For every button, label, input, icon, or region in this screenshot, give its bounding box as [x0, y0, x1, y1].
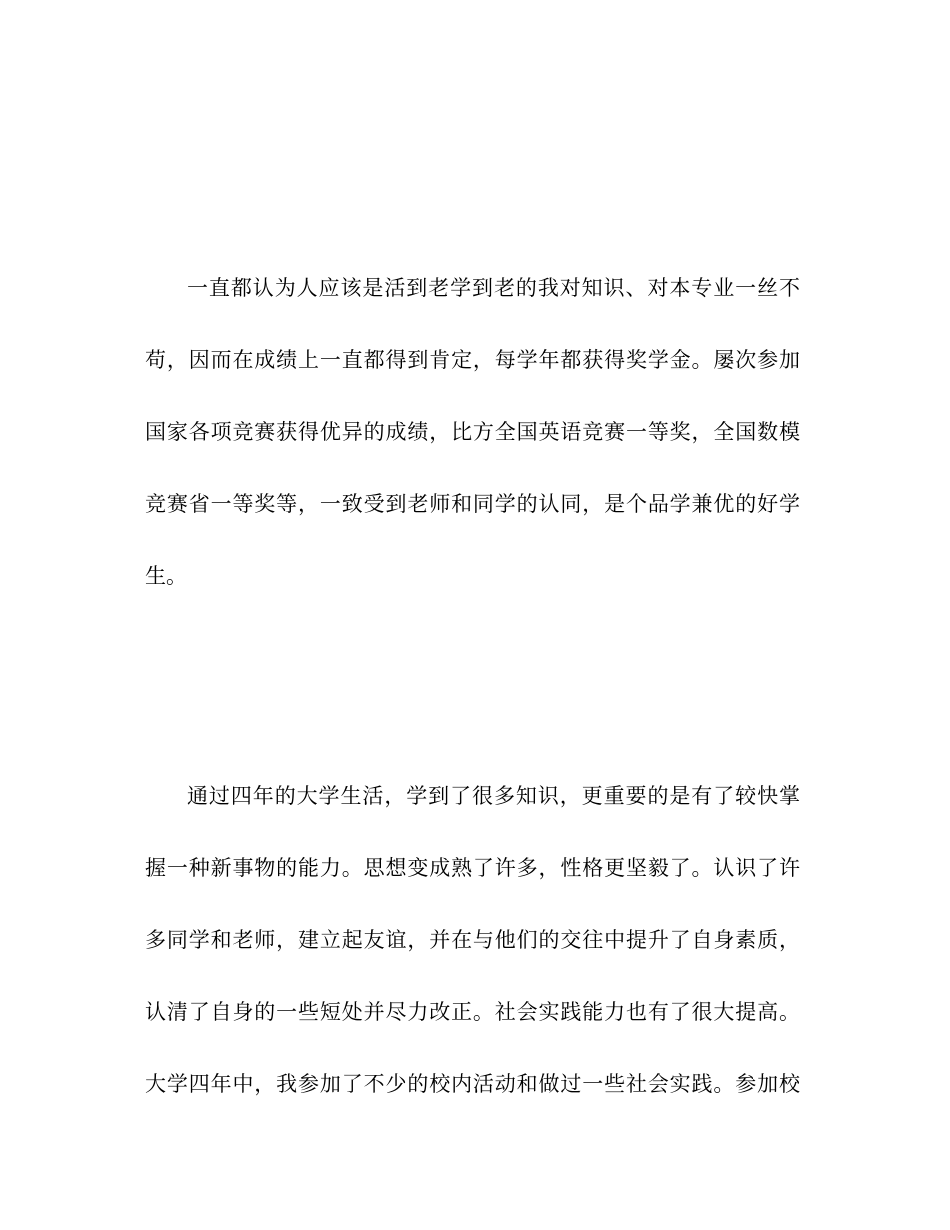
text-line: 竞赛省一等奖等，一致受到老师和同学的认同，是个品学兼优的好学: [145, 492, 800, 516]
text-line: 多同学和老师，建立起友谊，并在与他们的交往中提升了自身素质，: [145, 928, 800, 952]
text-line: 认清了自身的一些短处并尽力改正。社会实践能力也有了很大提高。: [145, 1000, 800, 1024]
text-line: 一直都认为人应该是活到老学到老的我对知识、对本专业一丝不: [187, 276, 800, 300]
paragraph-university-life: [145, 785, 800, 1145]
text-line: 生。: [145, 564, 187, 588]
text-line: 通过四年的大学生活，学到了很多知识，更重要的是有了较快掌: [187, 784, 800, 808]
text-line: 国家各项竞赛获得优异的成绩，比方全国英语竞赛一等奖，全国数模: [145, 420, 800, 444]
text-line: 大学四年中，我参加了不少的校内活动和做过一些社会实践。参加校: [145, 1072, 800, 1096]
text-line: 握一种新事物的能力。思想变成熟了许多，性格更坚毅了。认识了许: [145, 856, 800, 880]
paragraph-academic-record: [145, 277, 800, 637]
text-line: 苟，因而在成绩上一直都得到肯定，每学年都获得奖学金。屡次参加: [145, 348, 800, 372]
